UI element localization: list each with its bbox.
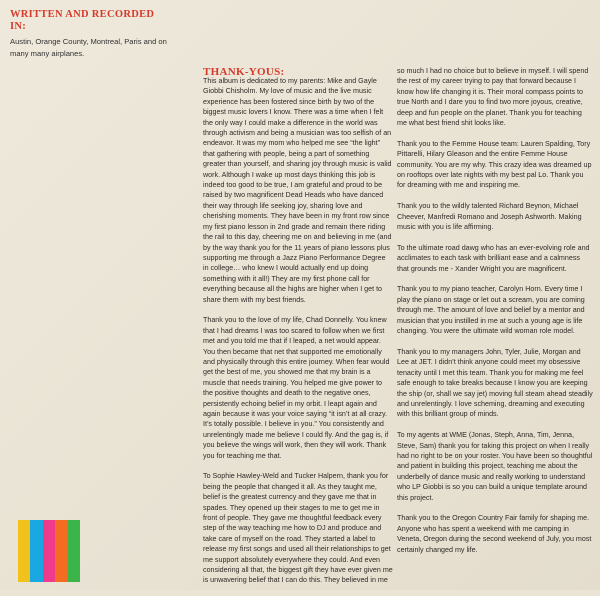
paragraph-chad: Thank you to the love of my life, Chad Donnelly. You knew that I had dreams I was too scared to follow when we first met and you told me that if I leaped, a net would appear. You then became that net that supported me emotionally and physically through this entire journey. When fear would get the best of me, you showed me that my brain is a muscle that needs training. You helped me give power to the positive thoughts and death to the negative ones, persistently echoing belief in my orbit. I leapt again and again because it was your voice saying “it isn’t at all crazy. It’s totally possible. I believe in you.” You consistently and unrelentingly made me believe I could fly. And the gag is, if you believe the wings will work, then they will work. Thank you for teaching me that. <box>203 316 390 460</box>
paragraph-managers: Thank you to my managers John, Tyler, Julie, Morgan and Lee at JET. I didn’t think anyone could meet my obsessive tenacity until I met this team. Thank you for making me feel safe enough to take breaks because I know you are keeping the ship (or, shall we say jet) moving full steam ahead steadily and unrelentingly. I love scheming, dreaming and executing with this brilliant group of minds. <box>397 347 593 419</box>
paragraph-parents: This album is dedicated to my parents: Mike and Gayle Giobbi Chisholm. My love of music and the live music experience has been fostered since birth by two of the biggest music lovers I know. There was a time when I felt the only way I could make a difference in the world was through activism and being a musician was too selfish of an endeavor. It was my mom who helped me see “the light” that gathering with people, being a part of something greater than yourself, and sharing joy through music is valid work. Although I wake up most days thinking this job is indeed too good to be true, I am grateful and proud to be raised by two magnificent Dead Heads who have danced their way through life seeking joy, sharing love and cherishing moments. They have been in my front row since my first piano lesson in 2nd grade and remain there riding the rail to this day, cheering me on and believing in me (and by the way thank you for the 11 years of piano lessons plus supporting me through a Jazz Piano Performance Degree in college… who knew I would actually end up doing something with it all!) They are my first phone call for everything because all the highs are higher when I get to share them with my best friends. <box>203 77 392 304</box>
thank-yous-heading: THANK-YOUS: <box>203 66 285 78</box>
paragraph-oregon-fair: Thank you to the Oregon Country Fair family for shaping me. Anyone who has spent a weekend with me camping in Veneta, Oregon during the second weekend of July, you most certainly changed my life. <box>397 514 592 554</box>
color-bars-logo <box>18 520 80 582</box>
paragraph-agents: To my agents at WME (Jonas, Steph, Anna, Tim, Jenna, Steve, Sam) thank you for taking this project on when I really had no right to be on your roster. You have been so thoughtful and patient in building this project, teaching me about the underbelly of dance music and really working to understand who LP Giobbi is so you can build a unique template around this project. <box>397 431 593 502</box>
written-recorded-heading: WRITTEN AND RECORDED IN: <box>10 9 155 32</box>
thank-yous-column-left <box>203 76 393 596</box>
paragraph-femme-house: Thank you to the Femme House team: Lauren Spalding, Tory Pittarelli, Hilary Gleason and the entire Femme House community. You are my why. This crazy idea was dreamed up on rooftops over late nights with my best pal Lo. Thank you for dreaming with me and inspiring me. <box>397 139 592 190</box>
paragraph-road-dawg: To the ultimate road dawg who has an ever-evolving role and acclimates to each task with brilliant ease and a calmness that grounds me - Xander Wright you are magnificent. <box>397 243 590 273</box>
paragraph-musicians: Thank you to the wildly talented Richard Beynon, Michael Cheever, Manfredi Romano and Joseph Ashworth. Making music with you is life affirming. <box>397 202 582 232</box>
paragraph-sophie-tucker: To Sophie Hawley-Weld and Tucker Halpern, thank you for being the people that changed it all. As they taught me, belief is the greatest currency and they gave me that in spades. They opened up their stages to me to get me in front of people. They gave me thoughtful feedback every step of the way teaching me how to DJ and produce and take care of myself on the road. They started a label to release my first songs and used all their relationships to get me support absolutely everywhere they could. And even considering all that, the biggest gift they have ever given me is unwavering belief that I can do this. They believed in me <box>203 472 393 585</box>
yellow-bar <box>18 520 30 582</box>
recording-locations: Austin, Orange County, Montreal, Paris and on many many airplanes. <box>10 37 167 58</box>
thank-yous-column-right <box>397 66 593 565</box>
pink-bar <box>43 520 55 582</box>
paragraph-continuation: so much I had no choice but to believe in myself. I will spend the rest of my career trying to pay that forward because I know how life changing it is. Their moral compass points to true North and I dare you to find two more joyous, creative, deep and fun people on the planet. Thank you for teaching me what best friend shit looks like. <box>397 67 589 128</box>
orange-bar <box>55 520 67 582</box>
paragraph-piano-teacher: Thank you to my piano teacher, Carolyn Horn. Every time I play the piano on stage or let out a scream, you are coming through me. The amount of love and belief by a mentor and musician that you instilled in me at such a young age is life changing. You were the ultimate wild woman role model. <box>397 285 585 336</box>
green-bar <box>68 520 80 582</box>
blue-bar <box>30 520 42 582</box>
